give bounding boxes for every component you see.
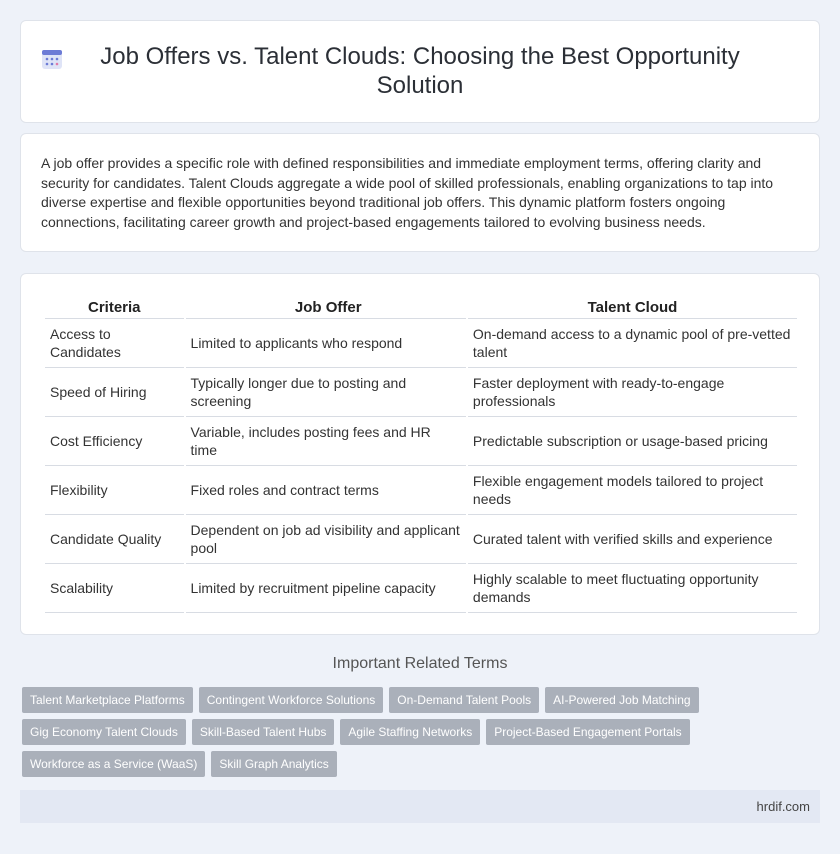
- tag-on-demand-talent-pools[interactable]: On-Demand Talent Pools: [389, 687, 539, 713]
- table-header-row: [45, 296, 797, 319]
- related-terms-heading: Important Related Terms: [332, 655, 508, 672]
- tag-row: [22, 687, 822, 713]
- table-row: [45, 515, 797, 564]
- criteria-cell: Access to Candidates: [45, 319, 184, 368]
- tag-skill-based-talent-hubs[interactable]: Skill-Based Talent Hubs: [192, 719, 335, 745]
- tag-agile-staffing-networks[interactable]: Agile Staffing Networks: [340, 719, 480, 745]
- tag-ai-powered-job-matching[interactable]: AI-Powered Job Matching: [545, 687, 698, 713]
- table-row: [45, 417, 797, 466]
- column-header-criteria: Criteria: [45, 296, 184, 319]
- tag-gig-economy-talent-clouds[interactable]: Gig Economy Talent Clouds: [22, 719, 186, 745]
- tag-row: [22, 751, 822, 777]
- talent-cloud-cell: Predictable subscription or usage-based pricing: [468, 417, 797, 466]
- table-row: [45, 564, 797, 613]
- tag-project-based-engagement-portals[interactable]: Project-Based Engagement Portals: [486, 719, 689, 745]
- job-offer-cell: Dependent on job ad visibility and applicant pool: [186, 515, 466, 564]
- talent-cloud-cell: Flexible engagement models tailored to project needs: [468, 466, 797, 515]
- talent-cloud-cell: Faster deployment with ready-to-engage professionals: [468, 368, 797, 417]
- job-offer-cell: Limited by recruitment pipeline capacity: [186, 564, 466, 613]
- criteria-cell: Flexibility: [45, 466, 184, 515]
- page-title: Job Offers vs. Talent Clouds: Choosing the Best Opportunity Solution: [100, 43, 740, 99]
- tag-workforce-as-a-service[interactable]: Workforce as a Service (WaaS): [22, 751, 205, 777]
- talent-cloud-cell: Highly scalable to meet fluctuating opportunity demands: [468, 564, 797, 613]
- header-card: [20, 20, 820, 123]
- tag-contingent-workforce-solutions[interactable]: Contingent Workforce Solutions: [199, 687, 384, 713]
- criteria-cell: Speed of Hiring: [45, 368, 184, 417]
- footer-site-link[interactable]: hrdif.com: [756, 799, 810, 814]
- table-row: [45, 466, 797, 515]
- criteria-cell: Scalability: [45, 564, 184, 613]
- criteria-cell: Candidate Quality: [45, 515, 184, 564]
- tag-talent-marketplace-platforms[interactable]: Talent Marketplace Platforms: [22, 687, 193, 713]
- tag-row: [22, 719, 822, 745]
- job-offer-cell: Typically longer due to posting and screening: [186, 368, 466, 417]
- column-header-talent-cloud: Talent Cloud: [468, 296, 797, 319]
- criteria-cell: Cost Efficiency: [45, 417, 184, 466]
- comparison-table: [43, 296, 799, 613]
- comparison-card: [20, 273, 820, 635]
- job-offer-cell: Fixed roles and contract terms: [186, 466, 466, 515]
- calendar-icon: [40, 47, 64, 71]
- footer: [20, 790, 820, 823]
- intro-card: [20, 133, 820, 252]
- job-offer-cell: Variable, includes posting fees and HR time: [186, 417, 466, 466]
- column-header-job-offer: Job Offer: [186, 296, 466, 319]
- intro-paragraph: A job offer provides a specific role with defined responsibilities and immediate employment terms, offering clarity and security for candidates. Talent Clouds aggregate a wide pool of skilled professionals, enabling organizations to tap into diverse expertise and flexible opportunities beyond traditional job offers. This dynamic platform fosters ongoing connections, facilitating career growth and project-based engagements tailored to evolving business needs.: [41, 155, 774, 230]
- talent-cloud-cell: On-demand access to a dynamic pool of pre-vetted talent: [468, 319, 797, 368]
- table-row: [45, 368, 797, 417]
- talent-cloud-cell: Curated talent with verified skills and experience: [468, 515, 797, 564]
- table-row: [45, 319, 797, 368]
- tag-skill-graph-analytics[interactable]: Skill Graph Analytics: [211, 751, 336, 777]
- related-terms-tags: [22, 687, 822, 783]
- job-offer-cell: Limited to applicants who respond: [186, 319, 466, 368]
